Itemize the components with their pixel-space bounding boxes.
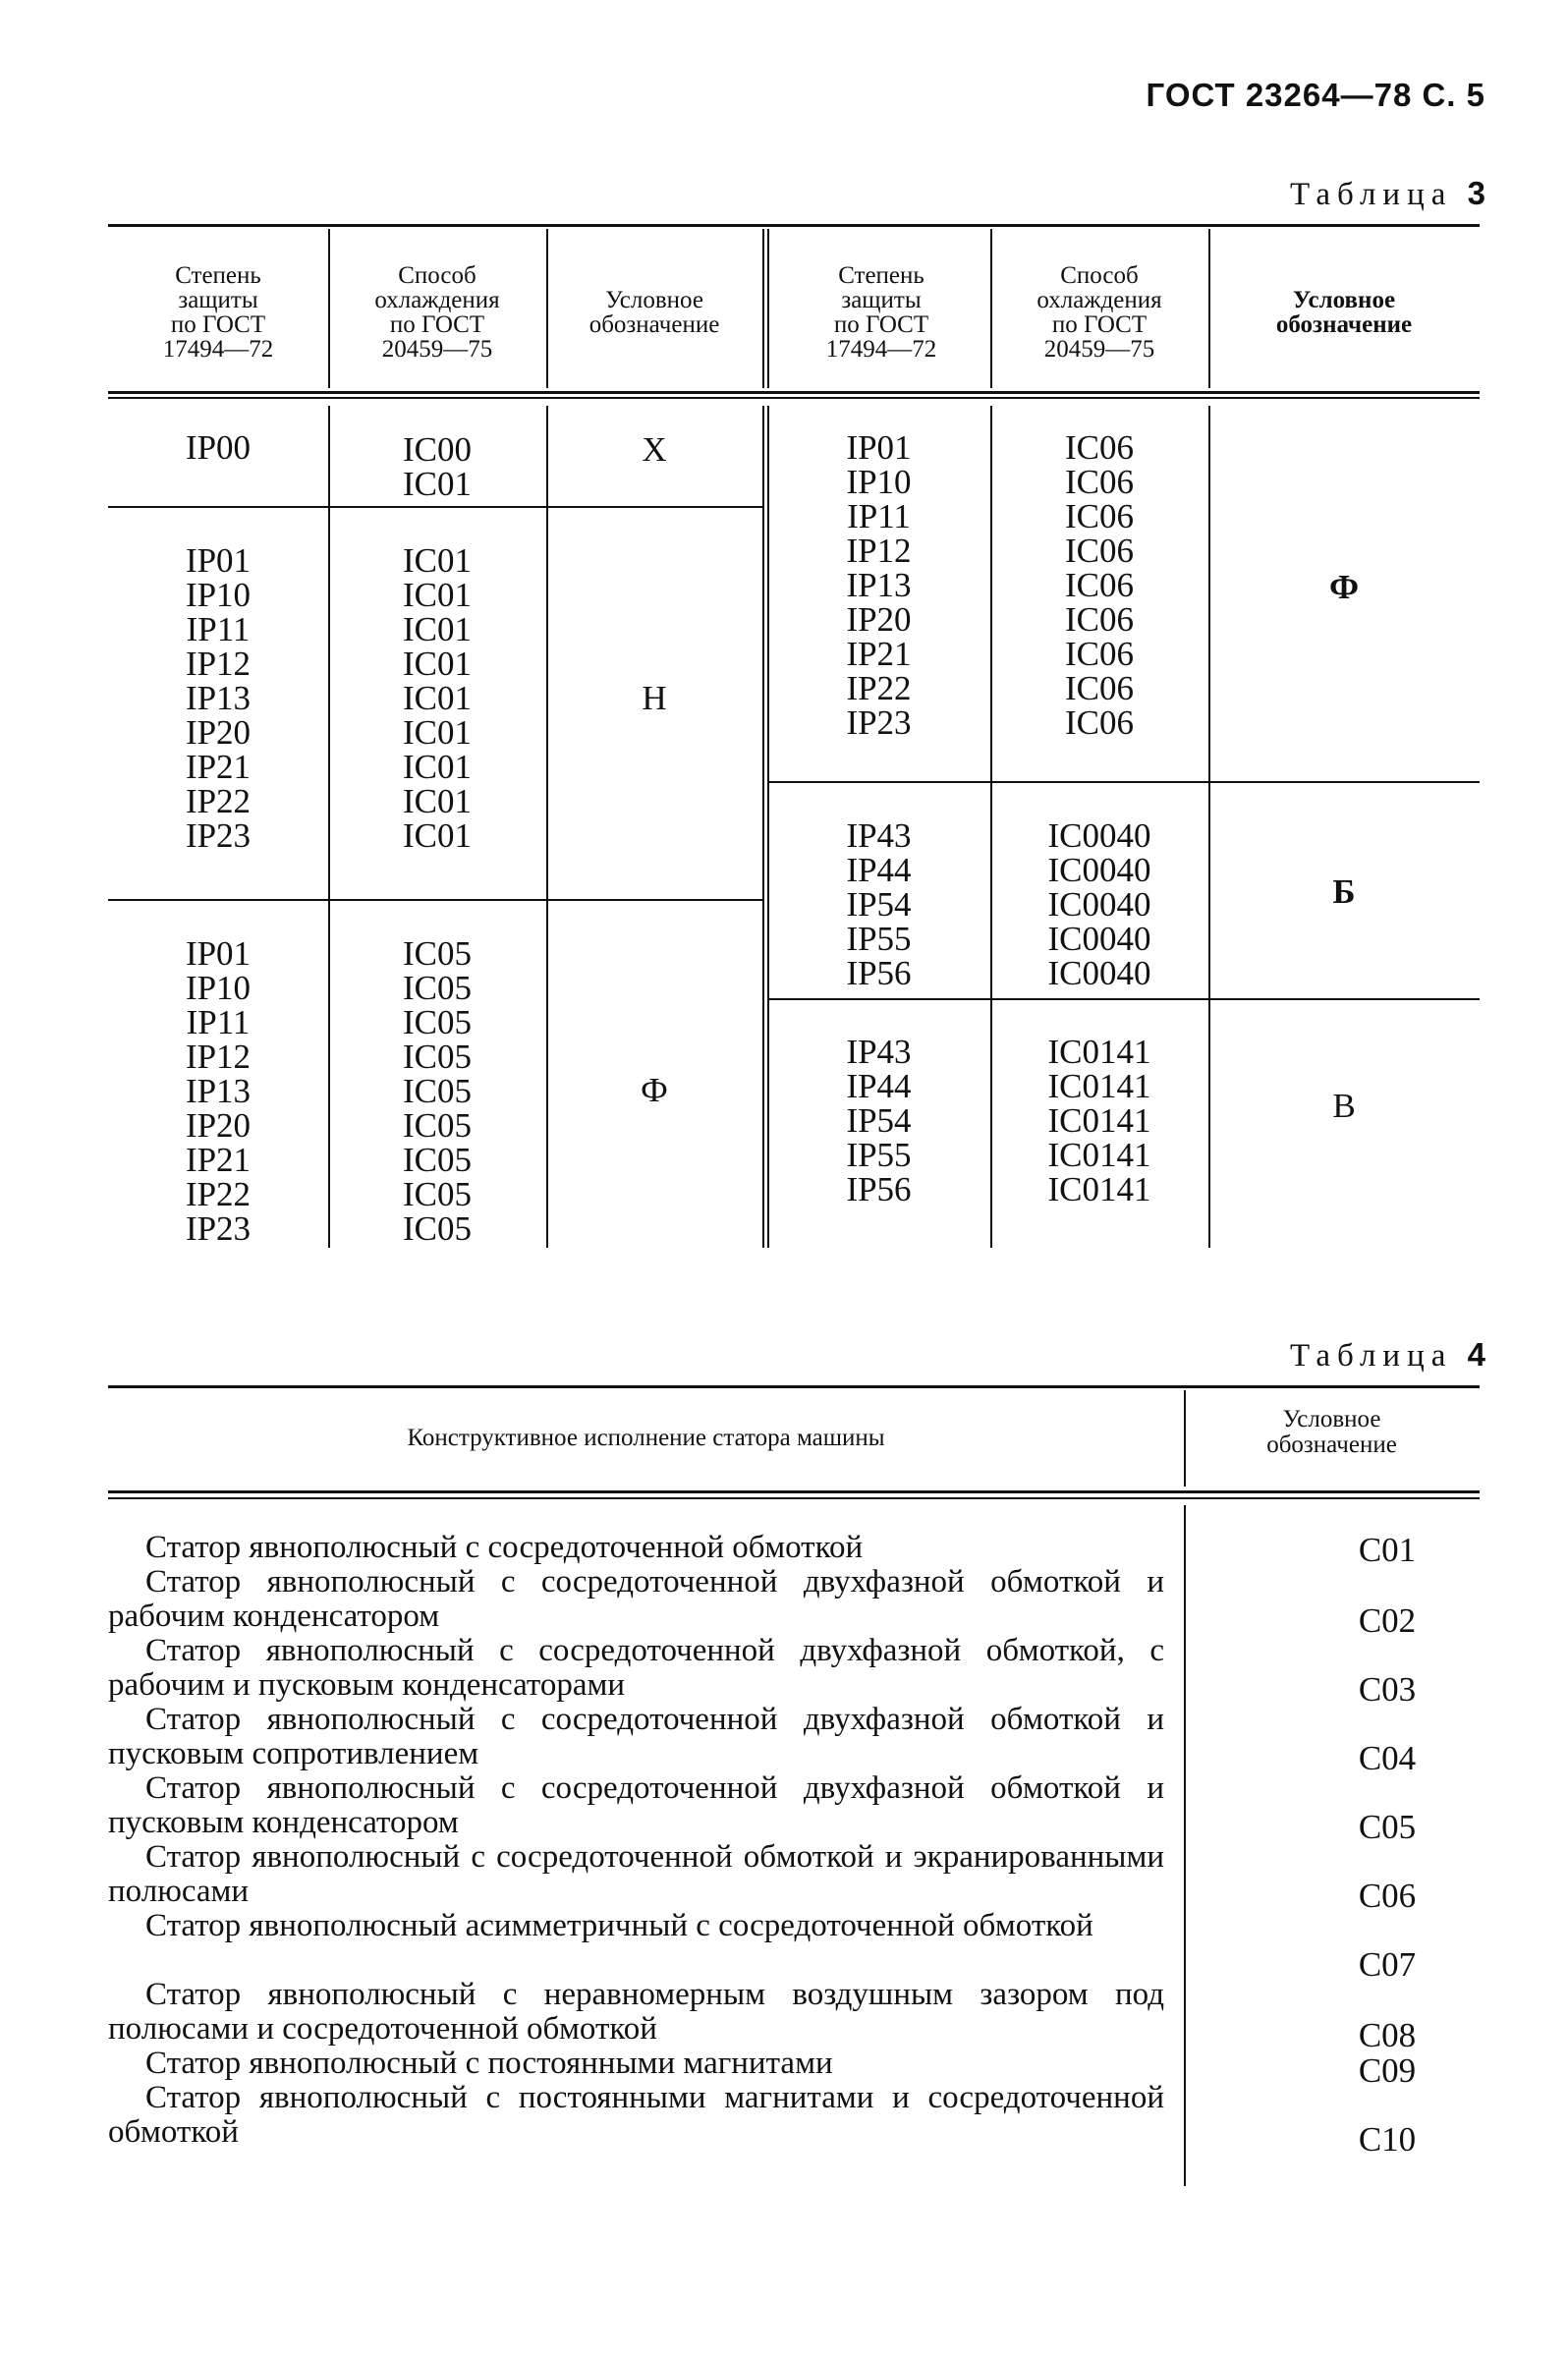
table4-row-code: C02 xyxy=(1358,1601,1417,1640)
table4-row-code: C09 xyxy=(1358,2051,1417,2090)
table3-right-g3-cooling: IC0141 IC0141 IC0141 IC0141 IC0141 xyxy=(1047,1033,1151,1208)
table3-right-group-rule xyxy=(767,781,1480,783)
table3-vline xyxy=(1208,229,1210,388)
table3-header-protection-right: Степень защиты по ГОСТ 17494—72 xyxy=(825,262,937,363)
table3-right-group-rule xyxy=(767,998,1480,1000)
table3-left-g3-designation: Ф xyxy=(641,1071,668,1109)
table4-row-text: Статор явнополюсный с неравномерным воздушным зазором под полюсами и сосредоточенной обмоткой xyxy=(108,1977,1164,2047)
table4-row-text: Статор явнополюсный с сосредоточенной двухфазной обмоткой и рабочим конденсатором xyxy=(108,1564,1164,1634)
table4-header-construction: Конструктивное исполнение статора машины xyxy=(407,1425,885,1451)
table4-row-text: Статор явнополюсный асимметричный с сосредоточенной обмоткой xyxy=(145,1908,1093,1943)
table3-header-rule-2 xyxy=(108,397,1480,399)
table3-vline xyxy=(990,229,992,388)
table3-caption-number: 3 xyxy=(1467,175,1485,211)
table3-vline xyxy=(546,229,548,388)
table3-left-group-rule xyxy=(108,506,762,508)
table3-vline xyxy=(762,229,764,388)
table3-left-g1-protection: IP00 xyxy=(185,428,252,467)
table3-left-g2-cooling: IC01 IC01 IC01 IC01 IC01 IC01 IC01 IC01 IC01 xyxy=(403,541,472,855)
table4-row-text: Статор явнополюсный с постоянными магнитами xyxy=(145,2046,833,2081)
table4-row-code: C08 xyxy=(1358,2016,1417,2054)
table4-header-rule-1 xyxy=(108,1490,1480,1493)
table4-row-text: Статор явнополюсный с сосредоточенной обмоткой и экранированными полюсами xyxy=(108,1839,1164,1909)
table3-vline xyxy=(546,406,548,1248)
table3-left-g1-designation: X xyxy=(642,430,667,469)
table3-right-g1-protection: IP01 IP10 IP11 IP12 IP13 IP20 IP21 IP22 IP23 xyxy=(846,428,912,742)
table4-row-text: Статор явнополюсный с постоянными магнитами и сосредоточенной обмоткой xyxy=(108,2080,1164,2150)
table3-vline xyxy=(767,229,769,388)
table3-left-g3-cooling: IC05 IC05 IC05 IC05 IC05 IC05 IC05 IC05 IC05 xyxy=(403,934,472,1248)
table4-row-text: Статор явнополюсный с сосредоточенной двухфазной обмоткой, с рабочим и пусковым конденсаторами xyxy=(108,1633,1164,1703)
table3-left-g2-protection: IP01 IP10 IP11 IP12 IP13 IP20 IP21 IP22 IP23 xyxy=(185,541,252,855)
table3-header-designation-left: Условное обозначение xyxy=(588,287,720,338)
table4-top-rule xyxy=(108,1385,1480,1388)
table3-caption-word: Таблица xyxy=(1290,177,1453,212)
table3-header-rule-1 xyxy=(108,391,1480,394)
table-4 xyxy=(108,1385,1480,2186)
table4-vline xyxy=(1184,1505,1186,2186)
table3-right-g1-designation: Ф xyxy=(1328,568,1360,606)
table4-header-rule-2 xyxy=(108,1497,1480,1499)
table3-right-g2-designation: Б xyxy=(1332,872,1356,911)
table3-left-group-rule xyxy=(108,899,762,901)
table3-vline xyxy=(328,229,330,388)
table3-top-rule xyxy=(108,224,1480,227)
table4-row-text: Статор явнополюсный с сосредоточенной обмоткой xyxy=(145,1530,864,1565)
table4-caption-number: 4 xyxy=(1467,1336,1485,1373)
table4-row-text: Статор явнополюсный с сосредоточенной двухфазной обмоткой и пусковым конденсатором xyxy=(108,1770,1164,1840)
table4-row-code: C05 xyxy=(1358,1808,1417,1846)
table3-header-designation-right: Условное обозначение xyxy=(1275,287,1413,338)
table3-left-g2-designation: Н xyxy=(642,679,667,717)
page-header: ГОСТ 23264—78 С. 5 xyxy=(1146,77,1485,113)
table4-row-code: C03 xyxy=(1358,1670,1417,1709)
table-3 xyxy=(108,224,1480,1248)
table4-caption xyxy=(1290,1336,1485,1375)
table4-row-code: C01 xyxy=(1358,1531,1417,1569)
table3-caption xyxy=(1290,175,1485,213)
table4-row-code: C04 xyxy=(1358,1739,1417,1777)
table3-right-g1-cooling: IC06 IC06 IC06 IC06 IC06 IC06 IC06 IC06 IC06 xyxy=(1065,428,1134,742)
table4-row-code: C07 xyxy=(1358,1945,1417,1984)
table3-right-g2-protection: IP43 IP44 IP54 IP55 IP56 xyxy=(846,816,912,992)
table3-vline xyxy=(762,406,764,1248)
table3-header-protection-left: Степень защиты по ГОСТ 17494—72 xyxy=(162,262,274,363)
table4-row-code: C10 xyxy=(1358,2120,1417,2159)
table3-right-g3-protection: IP43 IP44 IP54 IP55 IP56 xyxy=(846,1033,912,1208)
table4-row-text: Статор явнополюсный с сосредоточенной двухфазной обмоткой и пусковым сопротивлением xyxy=(108,1702,1164,1771)
table3-header-cooling-right: Способ охлаждения по ГОСТ 20459—75 xyxy=(1036,262,1162,363)
table3-header-cooling-left: Способ охлаждения по ГОСТ 20459—75 xyxy=(374,262,500,363)
table3-right-g3-designation: В xyxy=(1332,1087,1356,1125)
table4-header-designation: Условное обозначение xyxy=(1266,1406,1397,1458)
table4-row-code: C06 xyxy=(1358,1877,1417,1915)
table3-left-g3-protection: IP01 IP10 IP11 IP12 IP13 IP20 IP21 IP22 IP23 xyxy=(185,934,252,1248)
table3-left-g1-cooling: IC00 IC01 xyxy=(403,430,472,503)
table4-caption-word: Таблица xyxy=(1290,1338,1453,1374)
table3-right-g2-cooling: IC0040 IC0040 IC0040 IC0040 IC0040 xyxy=(1047,816,1151,992)
